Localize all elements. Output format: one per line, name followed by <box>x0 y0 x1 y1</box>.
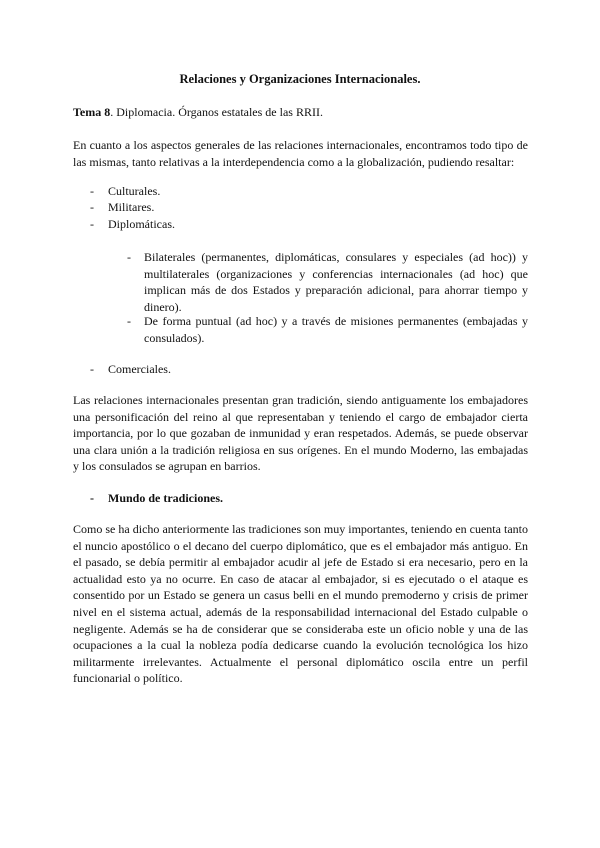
bullet-dash: - <box>90 362 94 376</box>
bullet-dash: - <box>127 250 131 264</box>
bullet-dash: - <box>90 491 94 505</box>
document-title: Relaciones y Organizaciones Internacionales. <box>179 72 421 86</box>
bullet-dash: - <box>127 314 131 328</box>
topic-line <box>73 104 528 121</box>
bullet-dash: - <box>90 184 94 198</box>
bullet-dash: - <box>90 217 94 231</box>
paragraph-tradition: Las relaciones internacionales presentan gran tradición, siendo antiguamente los embajadores una personificación del reino al que representaban y teniendo el cargo de embajador cierta importancia, por lo que gozaban de inmunidad y eran respetados. Además, se puede observar una clara unión a la tradición religiosa en sus orígenes. En el mundo Moderno, las embajadas y los consulados se agrupan en barrios. <box>73 393 528 474</box>
paragraph-traditions-world: Como se ha dicho anteriormente las tradiciones son muy importantes, teniendo en cuenta tanto el nuncio apostólico o el decano del cuerpo diplomático, que es el embajador más antiguo. En el pasado, se debía permitir al embajador acudir al jefe de Estado si era necesario, pero en la actualidad esto ya no ocurre. En caso de atacar al embajador, si es ejecutado o el ataque es consentido por un Estado se genera un casus belli en el mundo premoderno y crisis de primer nivel en el sistema actual, además de la responsabilidad internacional del Estado culpable o negligente. Además se ha de considerar que se consideraba este un oficio noble y una de las ocupaciones a la cual la nobleza podía dedicarse cuando la evolución tecnológica los hizo militarmente irrelevantes. Actualmente el personal diplomático oscila entre un perfil funcionarial o político. <box>73 522 528 686</box>
topic-text: . Diplomacia. Órganos estatales de las RRII. <box>110 105 323 119</box>
intro-paragraph: En cuanto a los aspectos generales de las relaciones internacionales, encontramos todo tipo de las mismas, tanto relativas a la interdependencia como a la globalización, pudiendo resaltar: <box>73 138 528 169</box>
bullet-dash: - <box>90 200 94 214</box>
document-page: Relaciones y Organizaciones Internacionales. Tema 8. Diplomacia. Órganos estatales de las RRII. En cuanto a los aspectos generales de las relaciones internacionales, encontramos todo tipo de las mismas, tanto relativas a la interdependencia como a la globalización, pudiendo resaltar: - Culturales. - Militares. - Diplomáticas. - Bilaterales (permanentes, diplomáticas, consulares y especiales (ad hoc)) y multilaterales (organizaciones y conferencias internacionales (ad hoc) que implican más de dos Estados y preparación adicional, para ahorrar tiempo y dinero). - De forma puntual (ad hoc) y a través de misiones permanentes (embajadas y consulados). - Comerciales. Las relaciones internacionales presentan gran tradición, siendo antiguamente los embajadores una personificación del reino al que representaban y teniendo el cargo de embajador cierta importancia, por lo que gozaban de inmunidad y eran respetados. Además, se puede observar una clara unión a la tradición religiosa en sus orígenes. En el mundo Moderno, las embajadas y los consulados se agrupan en barrios. - Mundo de tradiciones. Como se ha dicho anteriormente las tradiciones son muy importantes, teniendo en cuenta tanto el nuncio apostólico o el decano del cuerpo diplomático, que es el embajador más antiguo. En el pasado, se debía permitir al embajador acudir al jefe de Estado si era necesario, pero en la actualidad esto ya no ocurre. En caso de atacar al embajador, si es ejecutado o el ataque es consentido por un Estado se genera un casus belli en el mundo premoderno y crisis de primer nivel en el sistema actual, además de la responsabilidad internacional del Estado culpable o negligente. Además se ha de considerar que se consideraba este un oficio noble y una de las ocupaciones a la cual la nobleza podía dedicarse cuando la evolución tecnológica los hizo militarmente irrelevantes. Actualmente el personal diplomático oscila entre un perfil funcionarial o político. <box>0 0 600 848</box>
topic-label: Tema 8 <box>73 105 111 119</box>
